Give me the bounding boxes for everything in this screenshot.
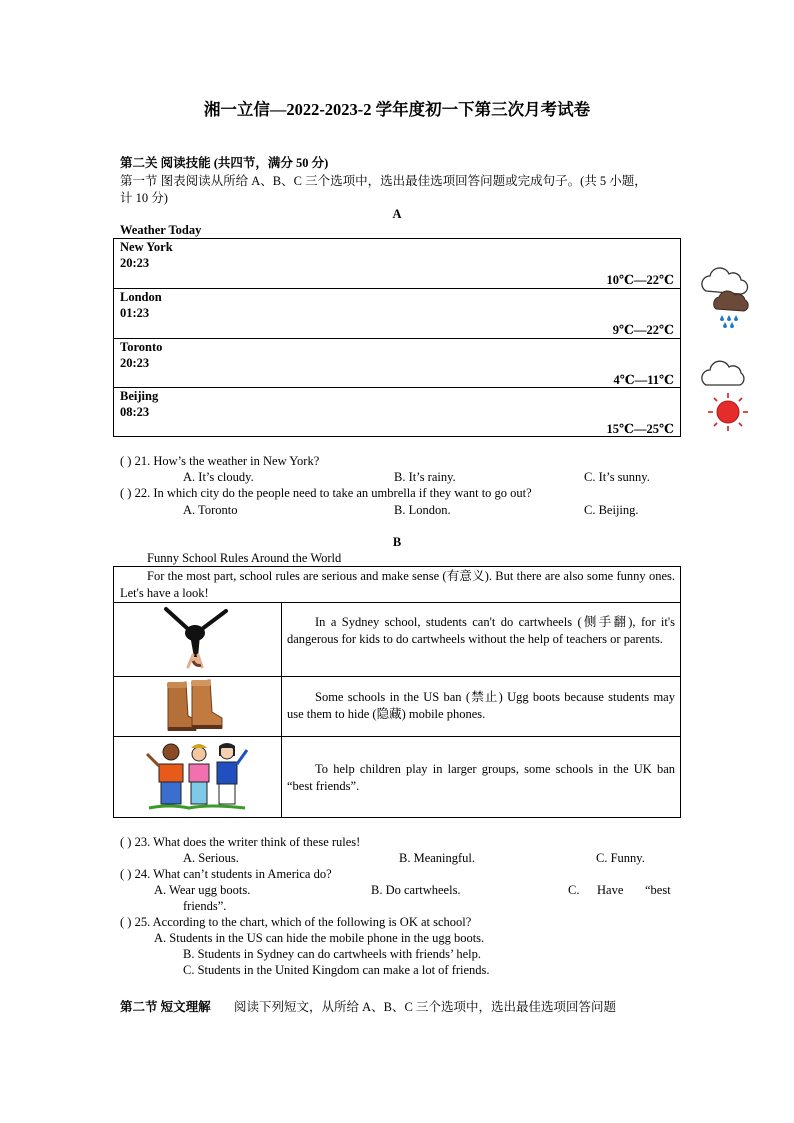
part1-instruction-line2: 计 10 分) — [120, 191, 168, 205]
cartwheel-girl-image — [160, 605, 232, 671]
option-c: C. Beijing. — [584, 503, 639, 517]
option-a: A. Toronto — [183, 503, 238, 517]
city-time: 08:23 — [120, 405, 150, 419]
option-a: A. Wear ugg boots. — [154, 883, 251, 897]
weather-heading: Weather Today — [120, 223, 202, 237]
rule-text: To help children play in larger groups, some schools in the UK ban “best friends”. — [287, 762, 675, 793]
column-divider — [281, 602, 282, 818]
city-temp: 9℃—22℃ — [612, 323, 674, 337]
option-c: friends”. — [183, 899, 227, 913]
passage-b-label: B — [392, 535, 402, 549]
option-c: C. Funny. — [596, 851, 645, 865]
divider — [113, 736, 681, 737]
cloud-rain-icon — [698, 265, 754, 335]
city-time: 20:23 — [120, 356, 150, 370]
city-temp: 4℃—11℃ — [613, 373, 674, 387]
city-temp: 15℃—25℃ — [606, 422, 674, 436]
divider — [113, 602, 681, 603]
city-name: Beijing — [120, 389, 159, 403]
option-a: A. Students in the US can hide the mobile phone in the ugg boots. — [154, 931, 485, 945]
option-c: C. It’s sunny. — [584, 470, 650, 484]
section-heading: 第二关 阅读技能 (共四节，满分 50 分) — [120, 156, 329, 170]
rule-text: Some schools in the US ban (禁止) Ugg boots because students may use them to hide (隐藏) mobile phones. — [287, 690, 675, 721]
option-b: B. It’s rainy. — [394, 470, 456, 484]
question-23: ( ) 23. What does the writer think of these rules! — [120, 835, 361, 849]
option-b: B. Meaningful. — [399, 851, 476, 865]
option-c: “best — [645, 883, 671, 897]
question-24: ( ) 24. What can’t students in America do? — [120, 867, 332, 881]
divider — [113, 676, 681, 677]
city-temp: 10℃—22℃ — [606, 273, 674, 287]
city-name: Toronto — [120, 340, 163, 354]
city-name: London — [120, 290, 162, 304]
question-21: ( ) 21. How’s the weather in New York? — [120, 454, 320, 468]
option-a: A. Serious. — [183, 851, 239, 865]
cloud-icon — [698, 355, 754, 389]
passage-b-intro: For the most part, school rules are serious and make sense (有意义). But there are also some funny ones. Let's have a look! — [120, 569, 675, 600]
option-b: B. Students in Sydney can do cartwheels with friends’ help. — [183, 947, 481, 961]
question-25: ( ) 25. According to the chart, which of the following is OK at school? — [120, 915, 472, 929]
ugg-boots-image — [162, 678, 228, 734]
passage-a-label: A — [392, 207, 402, 221]
city-time: 01:23 — [120, 306, 150, 320]
page-title: 湘一立信—2022-2023-2 学年度初一下第三次月考试卷 — [203, 100, 591, 119]
option-c: Have — [597, 883, 624, 897]
sun-icon — [706, 392, 750, 432]
option-b: B. London. — [394, 503, 451, 517]
part2-instruction: 阅读下列短文，从所给 A、B、C 三个选项中，选出最佳选项回答问题 — [234, 1000, 616, 1014]
option-b: B. Do cartwheels. — [371, 883, 461, 897]
city-name: New York — [120, 240, 173, 254]
passage-b-heading: Funny School Rules Around the World — [147, 551, 342, 565]
divider — [113, 338, 681, 339]
divider — [113, 288, 681, 289]
city-time: 20:23 — [120, 256, 150, 270]
rule-text: In a Sydney school, students can't do cartwheels (侧手翻), for it's dangerous for kids to do cartwheels without the help of teachers or parents. — [287, 615, 675, 646]
three-friends-image — [145, 740, 249, 812]
part2-heading: 第二节 短文理解 — [120, 1000, 211, 1014]
question-22: ( ) 22. In which city do the people need to take an umbrella if they want to go out? — [120, 486, 532, 500]
part1-instruction-line1: 第一节 图表阅读从所给 A、B、C 三个选项中，选出最佳选项回答问题或完成句子。(共 5 小题， — [120, 174, 647, 188]
option-c: C. Students in the United Kingdom can make a lot of friends. — [183, 963, 490, 977]
divider — [113, 387, 681, 388]
option-c: C. — [568, 883, 580, 897]
option-a: A. It’s cloudy. — [183, 470, 254, 484]
